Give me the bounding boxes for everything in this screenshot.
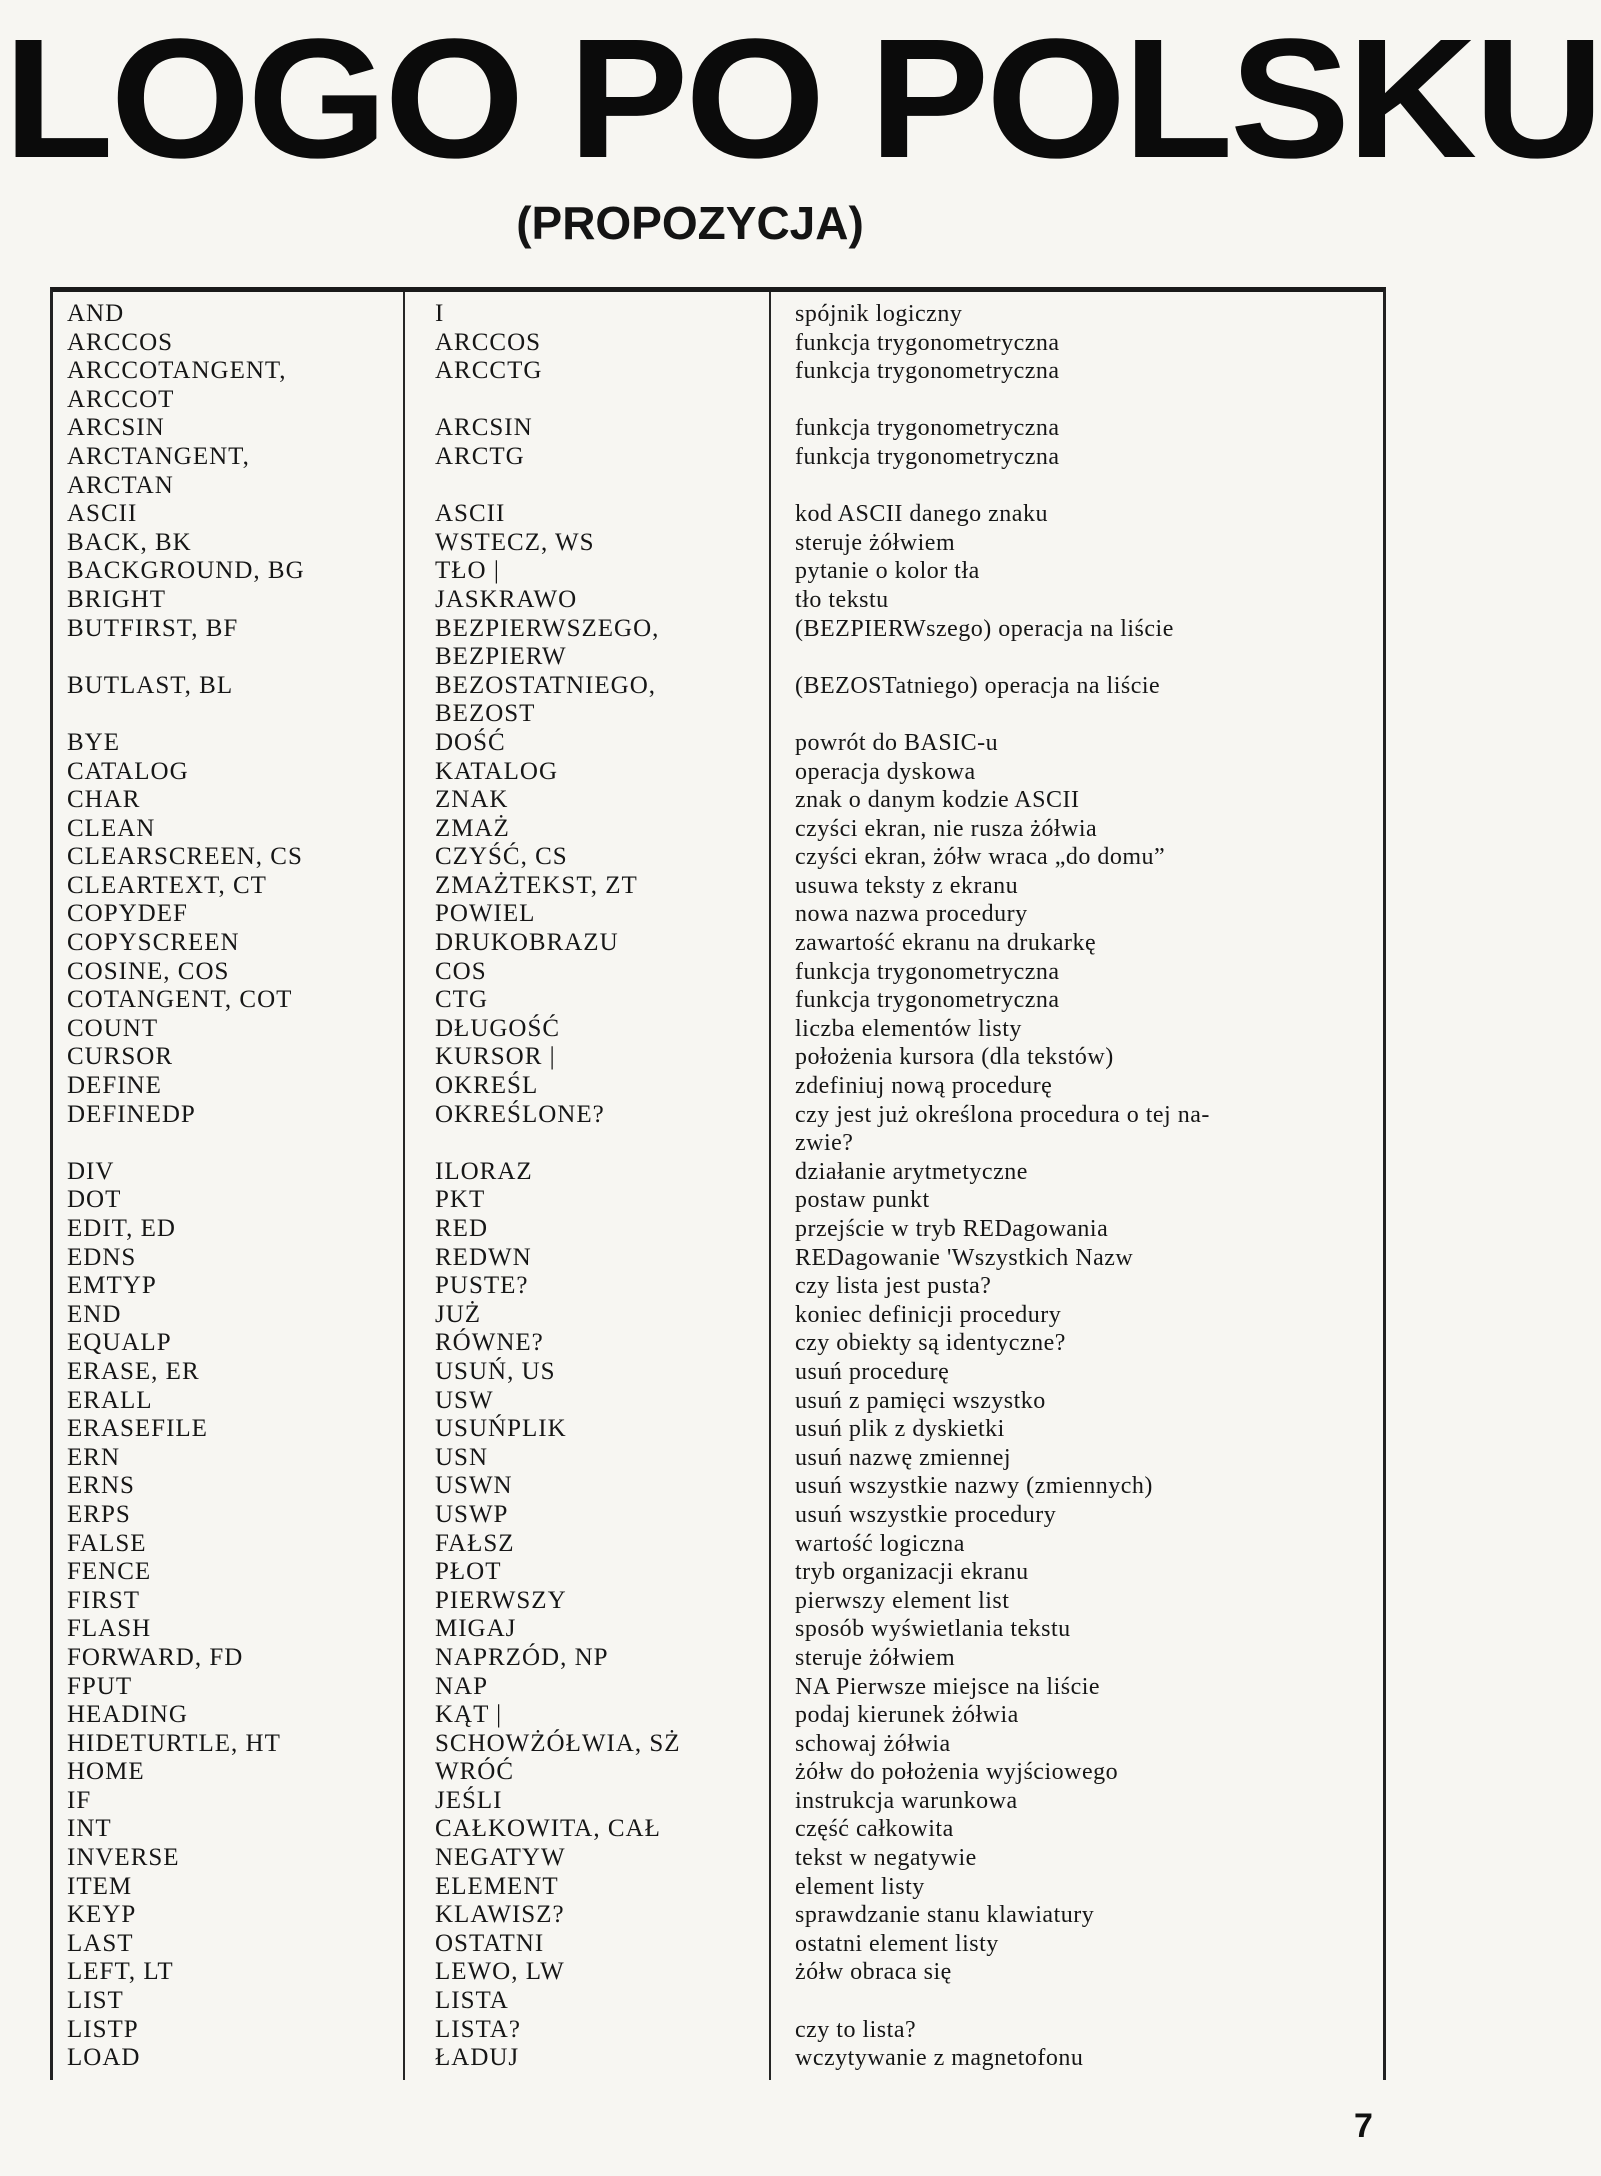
command-description: spójnik logiczny — [795, 301, 963, 327]
polish-command: BEZOSTATNIEGO, BEZOST — [435, 671, 657, 728]
command-description: usuń nazwę zmiennej — [795, 1444, 1012, 1471]
polish-command: KLAWISZ? — [435, 1901, 565, 1929]
command-description: postaw punkt — [795, 1187, 930, 1214]
command-description: NA Pierwsze miejsce na liście — [795, 1673, 1101, 1700]
table-row — [53, 1244, 1383, 1273]
english-command: ARCCOS — [67, 328, 174, 356]
english-command: LEFT, LT — [67, 1958, 174, 1986]
english-command: ASCII — [67, 500, 138, 528]
command-description: koniec definicji procedury — [795, 1301, 1062, 1328]
english-command: DOT — [67, 1186, 122, 1214]
command-description: funkcja trygonometryczna — [795, 358, 1060, 385]
english-command: BACK, BK — [67, 528, 192, 556]
polish-command: ZNAK — [435, 786, 509, 814]
table-row — [53, 414, 1383, 443]
polish-command: CTG — [435, 986, 488, 1014]
polish-command: USWP — [435, 1500, 509, 1528]
command-description: ostatni element listy — [795, 1930, 999, 1957]
english-command: EQUALP — [67, 1329, 172, 1357]
table-row — [53, 1987, 1383, 2016]
command-description: część całkowita — [795, 1816, 954, 1843]
english-command: ERNS — [67, 1472, 135, 1500]
table-row — [53, 1673, 1383, 1702]
english-command: COSINE, COS — [67, 957, 230, 985]
command-description: schowaj żółwia — [795, 1730, 951, 1757]
english-command: HIDETURTLE, HT — [67, 1729, 281, 1757]
table-row — [53, 357, 1383, 414]
english-command: BUTLAST, BL — [67, 671, 234, 699]
glossary-rows — [53, 300, 1383, 2073]
polish-command: ARCCOS — [435, 328, 542, 356]
table-row — [53, 1815, 1383, 1844]
table-row — [53, 786, 1383, 815]
command-description: zdefiniuj nową procedurę — [795, 1073, 1053, 1100]
command-description: nowa nazwa procedury — [795, 901, 1028, 928]
table-row — [53, 1730, 1383, 1759]
table-row — [53, 986, 1383, 1015]
english-command: ERALL — [67, 1386, 153, 1414]
english-command: CURSOR — [67, 1043, 174, 1071]
command-description: działanie arytmetyczne — [795, 1158, 1028, 1185]
table-row — [53, 1901, 1383, 1930]
table-row — [53, 1501, 1383, 1530]
polish-command: RED — [435, 1215, 488, 1242]
table-row — [53, 500, 1383, 529]
table-row — [53, 900, 1383, 929]
english-command: FLASH — [67, 1615, 152, 1643]
english-command: ERPS — [67, 1500, 131, 1528]
command-description: funkcja trygonometryczna — [795, 987, 1060, 1014]
polish-command: ZMAŻ — [435, 814, 510, 842]
polish-command: FAŁSZ — [435, 1529, 515, 1557]
command-description: liczba elementów listy — [795, 1015, 1022, 1042]
table-row — [53, 1158, 1383, 1187]
polish-command: LEWO, LW — [435, 1958, 565, 1986]
english-command: ARCCOTANGENT, ARCCOT — [67, 357, 287, 413]
polish-command: OKREŚL — [435, 1072, 539, 1100]
polish-command: LISTA? — [435, 2015, 521, 2043]
table-row — [53, 1844, 1383, 1873]
command-description: znak o danym kodzie ASCII — [795, 787, 1080, 814]
table-row — [53, 329, 1383, 358]
command-description: czy obiekty są identyczne? — [795, 1330, 1066, 1357]
english-command: ERN — [67, 1443, 120, 1471]
polish-command: NAPRZÓD, NP — [435, 1643, 609, 1671]
english-command: BYE — [67, 728, 120, 756]
command-description: tekst w negatywie — [795, 1845, 977, 1872]
command-description: instrukcja warunkowa — [795, 1787, 1018, 1814]
table-row — [53, 758, 1383, 787]
glossary-table — [50, 287, 1386, 2080]
table-row — [53, 958, 1383, 987]
table-row — [53, 1015, 1383, 1044]
polish-command: USWN — [435, 1472, 513, 1500]
command-description: (BEZOSTatniego) operacja na liście — [795, 672, 1161, 699]
english-command: LOAD — [67, 2044, 141, 2072]
command-description: usuń plik z dyskietki — [795, 1416, 1005, 1443]
polish-command: RÓWNE? — [435, 1329, 544, 1357]
english-command: FIRST — [67, 1586, 141, 1614]
command-description: funkcja trygonometryczna — [795, 329, 1060, 356]
english-command: FPUT — [67, 1672, 133, 1700]
english-command: ARCTANGENT, ARCTAN — [67, 442, 250, 499]
command-description: steruje żółwiem — [795, 529, 956, 556]
english-command: COPYDEF — [67, 900, 188, 928]
polish-command: PIERWSZY — [435, 1586, 567, 1614]
polish-command: DŁUGOŚĆ — [435, 1014, 561, 1042]
polish-command: USUŃPLIK — [435, 1415, 567, 1443]
english-command: LIST — [67, 1987, 124, 2015]
english-command: ERASE, ER — [67, 1357, 200, 1385]
table-row — [53, 1387, 1383, 1416]
command-description: usuwa teksty z ekranu — [795, 872, 1019, 899]
polish-command: USN — [435, 1443, 489, 1471]
polish-command: KĄT | — [435, 1701, 503, 1729]
table-row — [53, 586, 1383, 615]
polish-command: ŁADUJ — [435, 2044, 520, 2072]
polish-command: WRÓĆ — [435, 1758, 514, 1786]
english-command: COUNT — [67, 1014, 159, 1042]
command-description: pierwszy element list — [795, 1587, 1010, 1614]
polish-command: I — [435, 300, 445, 327]
english-command: CATALOG — [67, 757, 189, 785]
command-description: sposób wyświetlania tekstu — [795, 1616, 1071, 1643]
command-description: usuń z pamięci wszystko — [795, 1387, 1046, 1414]
command-description: czy to lista? — [795, 2016, 917, 2043]
polish-command: PŁOT — [435, 1558, 502, 1586]
english-command: EDNS — [67, 1243, 137, 1271]
polish-command: DRUKOBRAZU — [435, 929, 619, 957]
polish-command: LISTA — [435, 1987, 509, 2015]
command-description: tło tekstu — [795, 586, 889, 613]
english-command: COPYSCREEN — [67, 929, 240, 957]
table-row — [53, 1873, 1383, 1902]
command-description: usuń wszystkie nazwy (zmiennych) — [795, 1473, 1153, 1500]
command-description: wartość logiczna — [795, 1530, 965, 1557]
command-description: czyści ekran, nie rusza żółwia — [795, 815, 1098, 842]
english-command: DEFINEDP — [67, 1100, 196, 1128]
table-row — [53, 1215, 1383, 1244]
table-row — [53, 1701, 1383, 1730]
table-row — [53, 1101, 1383, 1158]
polish-command: OSTATNI — [435, 1929, 545, 1957]
english-command: HEADING — [67, 1701, 188, 1729]
table-row — [53, 615, 1383, 672]
polish-command: DOŚĆ — [435, 728, 506, 756]
command-description: element listy — [795, 1873, 925, 1900]
english-command: LAST — [67, 1929, 134, 1957]
polish-command: JASKRAWO — [435, 585, 578, 613]
command-description: funkcja trygonometryczna — [795, 415, 1060, 442]
english-command: LISTP — [67, 2015, 139, 2043]
english-command: DEFINE — [67, 1072, 162, 1100]
command-description: zawartość ekranu na drukarkę — [795, 930, 1097, 957]
english-command: ARCSIN — [67, 414, 165, 442]
english-command: FALSE — [67, 1529, 147, 1557]
table-row — [53, 1415, 1383, 1444]
table-row — [53, 1043, 1383, 1072]
table-row — [53, 300, 1383, 329]
english-command: END — [67, 1300, 122, 1328]
polish-command: CAŁKOWITA, CAŁ — [435, 1815, 661, 1843]
polish-command: CZYŚĆ, CS — [435, 843, 568, 871]
table-row — [53, 1558, 1383, 1587]
table-row — [53, 1644, 1383, 1673]
polish-command: ARCSIN — [435, 414, 533, 442]
command-description: sprawdzanie stanu klawiatury — [795, 1902, 1095, 1929]
command-description: żółw do położenia wyjściowego — [795, 1759, 1119, 1786]
english-command: CLEARTEXT, CT — [67, 871, 267, 899]
english-command: HOME — [67, 1758, 145, 1786]
command-description: przejście w tryb REDagowania — [795, 1216, 1109, 1242]
table-row — [53, 815, 1383, 844]
english-command: CLEAN — [67, 814, 156, 842]
english-command: CLEARSCREEN, CS — [67, 843, 303, 871]
command-description: położenia kursora (dla tekstów) — [795, 1044, 1114, 1071]
command-description: żółw obraca się — [795, 1959, 952, 1986]
table-row — [53, 1444, 1383, 1473]
polish-command: ARCCTG — [435, 357, 543, 385]
polish-command: ASCII — [435, 500, 506, 528]
command-description: funkcja trygonometryczna — [795, 443, 1060, 470]
english-command: COTANGENT, COT — [67, 986, 293, 1014]
polish-command: KATALOG — [435, 757, 559, 785]
table-row — [53, 2044, 1383, 2073]
polish-command: JEŚLI — [435, 1786, 503, 1814]
english-command: BUTFIRST, BF — [67, 614, 239, 642]
table-row — [53, 1072, 1383, 1101]
english-command: ERASEFILE — [67, 1415, 208, 1443]
english-command: FORWARD, FD — [67, 1643, 244, 1671]
polish-command: TŁO | — [435, 557, 500, 585]
table-row — [53, 1958, 1383, 1987]
command-description: kod ASCII danego znaku — [795, 501, 1048, 528]
page-subtitle: (PROPOZYCJA) — [516, 197, 864, 249]
table-row — [53, 1472, 1383, 1501]
table-row — [53, 1930, 1383, 1959]
command-description: steruje żółwiem — [795, 1644, 956, 1671]
command-description: tryb organizacji ekranu — [795, 1559, 1029, 1586]
polish-command: REDWN — [435, 1243, 532, 1271]
table-row — [53, 529, 1383, 558]
polish-command: SCHOWŻÓŁWIA, SŻ — [435, 1729, 681, 1757]
english-command: IF — [67, 1786, 92, 1814]
table-row — [53, 672, 1383, 729]
command-description: podaj kierunek żółwia — [795, 1702, 1019, 1729]
polish-command: POWIEL — [435, 900, 536, 928]
command-description: czyści ekran, żółw wraca „do domu” — [795, 844, 1166, 871]
polish-command: JUŻ — [435, 1300, 482, 1328]
english-command: DIV — [67, 1157, 115, 1185]
polish-command: ELEMENT — [435, 1872, 559, 1900]
page-number: 7 — [1354, 2107, 1373, 2145]
polish-command: NEGATYW — [435, 1844, 566, 1872]
english-command: AND — [67, 300, 125, 327]
polish-command: USW — [435, 1386, 494, 1414]
table-row — [53, 1358, 1383, 1387]
english-command: INVERSE — [67, 1844, 180, 1872]
english-command: INT — [67, 1815, 112, 1843]
command-description: usuń wszystkie procedury — [795, 1501, 1057, 1528]
polish-command: OKREŚLONE? — [435, 1100, 605, 1128]
english-command: ITEM — [67, 1872, 133, 1900]
polish-command: MIGAJ — [435, 1615, 517, 1643]
table-row — [53, 443, 1383, 500]
table-row — [53, 2016, 1383, 2045]
table-row — [53, 1301, 1383, 1330]
english-command: FENCE — [67, 1558, 152, 1586]
page-title: LOGO PO POLSKU — [3, 4, 1601, 194]
table-row — [53, 1530, 1383, 1559]
english-command: BACKGROUND, BG — [67, 557, 305, 585]
polish-command: USUŃ, US — [435, 1357, 556, 1385]
english-command: CHAR — [67, 786, 141, 814]
polish-command: BEZPIERWSZEGO, BEZPIERW — [435, 614, 660, 671]
table-row — [53, 1272, 1383, 1301]
polish-command: NAP — [435, 1672, 489, 1700]
table-row — [53, 1758, 1383, 1787]
table-row — [53, 843, 1383, 872]
polish-command: ZMAŻTEKST, ZT — [435, 871, 638, 899]
command-description: pytanie o kolor tła — [795, 558, 980, 585]
table-row — [53, 557, 1383, 586]
polish-command: ILORAZ — [435, 1157, 533, 1185]
command-description: funkcja trygonometryczna — [795, 958, 1060, 985]
command-description: czy jest już określona procedura o tej na- zwie? — [795, 1101, 1210, 1157]
table-row — [53, 1186, 1383, 1215]
polish-command: WSTECZ, WS — [435, 528, 595, 556]
table-row — [53, 872, 1383, 901]
command-description: (BEZPIERWszego) operacja na liście — [795, 615, 1174, 642]
english-command: BRIGHT — [67, 585, 167, 613]
table-row — [53, 1329, 1383, 1358]
english-command: EDIT, ED — [67, 1215, 176, 1242]
command-description: powrót do BASIC-u — [795, 729, 999, 756]
english-command: KEYP — [67, 1901, 137, 1929]
polish-command: COS — [435, 957, 487, 985]
command-description: REDagowanie 'Wszystkich Nazw — [795, 1244, 1134, 1271]
command-description: wczytywanie z magnetofonu — [795, 2045, 1084, 2072]
table-row — [53, 729, 1383, 758]
command-description: operacja dyskowa — [795, 758, 976, 785]
command-description: usuń procedurę — [795, 1358, 950, 1385]
table-row — [53, 1615, 1383, 1644]
table-row — [53, 929, 1383, 958]
english-command: EMTYP — [67, 1272, 157, 1300]
polish-command: KURSOR | — [435, 1043, 556, 1071]
polish-command: PKT — [435, 1186, 486, 1214]
polish-command: PUSTE? — [435, 1272, 529, 1300]
command-description: czy lista jest pusta? — [795, 1273, 992, 1300]
polish-command: ARCTG — [435, 442, 525, 470]
table-row — [53, 1787, 1383, 1816]
table-row — [53, 1587, 1383, 1616]
